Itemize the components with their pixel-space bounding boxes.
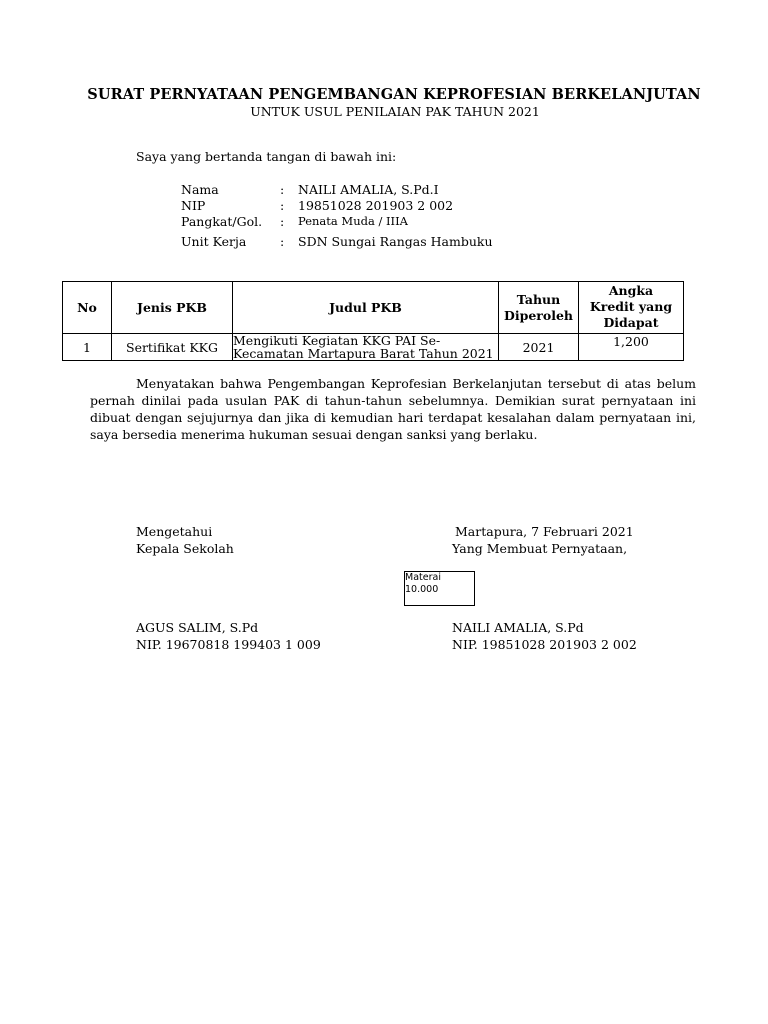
header-tahun-line2: Diperoleh: [504, 307, 573, 323]
right-signer-name: NAILI AMALIA, S.Pd: [452, 620, 584, 635]
pkb-table: [62, 281, 684, 361]
cell-judul-line1: Mengikuti Kegiatan KKG PAI Se-: [233, 333, 441, 348]
cell-angka-kredit: 1,200: [579, 334, 684, 361]
header-no: No: [63, 282, 112, 334]
right-sign-line2: Yang Membuat Pernyataan,: [452, 541, 628, 556]
left-signer-name: AGUS SALIM, S.Pd: [136, 620, 259, 635]
cell-no: 1: [63, 334, 112, 361]
document-subtitle: UNTUK USUL PENILAIAN PAK TAHUN 2021: [250, 104, 540, 119]
identity-label-unit-kerja: Unit Kerja: [181, 234, 247, 249]
identity-colon: :: [280, 182, 285, 197]
header-angka-kredit: [579, 282, 684, 334]
identity-value-nip: 19851028 201903 2 002: [298, 198, 454, 213]
identity-colon: :: [280, 214, 285, 229]
identity-value-nama: NAILI AMALIA, S.Pd.I: [298, 182, 439, 197]
right-signer-nip: NIP. 19851028 201903 2 002: [452, 637, 637, 652]
materai-label: Materai: [405, 572, 441, 583]
left-sign-line2: Kepala Sekolah: [136, 541, 234, 556]
statement-paragraph: [90, 375, 696, 443]
header-jenis-pkb: Jenis PKB: [112, 282, 233, 334]
materai-value: 10.000: [405, 584, 439, 595]
header-tahun-diperoleh: [499, 282, 579, 334]
document-title: SURAT PERNYATAAN PENGEMBANGAN KEPROFESIAN BERKELANJUTAN: [87, 86, 701, 103]
header-kredit-line1: Angka: [608, 283, 654, 298]
identity-label-pangkat: Pangkat/Gol.: [181, 214, 263, 229]
header-judul-pkb: Judul PKB: [233, 282, 499, 334]
left-signer-nip: NIP. 19670818 199403 1 009: [136, 637, 321, 652]
right-sign-place-date: Martapura, 7 Februari 2021: [455, 524, 634, 539]
materai-stamp-box: [404, 571, 475, 606]
header-tahun-line1: Tahun: [516, 291, 561, 307]
identity-colon: :: [280, 198, 285, 213]
header-kredit-line3: Didapat: [603, 315, 659, 330]
table-header-row: [63, 282, 684, 334]
statement-text: Menyatakan bahwa Pengembangan Keprofesian Berkelanjutan tersebut di atas belum pernah dinilai pada usulan PAK di tahun-tahun sebelumnya. Demikian surat pernyataan ini dibuat dengan sejujurnya dan jika di kemudian hari terdapat kesalahan dalam pernyataan ini, saya bersedia menerima hukuman sesuai dengan sanksi yang berlaku.: [90, 376, 696, 442]
identity-value-unit-kerja: SDN Sungai Rangas Hambuku: [298, 234, 493, 249]
left-sign-line1: Mengetahui: [136, 524, 213, 539]
identity-colon: :: [280, 234, 285, 249]
intro-text: Saya yang bertanda tangan di bawah ini:: [136, 149, 397, 164]
header-kredit-line2: Kredit yang: [589, 299, 673, 314]
table-row: [63, 334, 684, 361]
identity-label-nama: Nama: [181, 182, 219, 197]
identity-value-pangkat: Penata Muda / IIIA: [298, 214, 408, 228]
cell-judul-pkb: [233, 334, 499, 361]
cell-jenis-pkb: Sertifikat KKG: [112, 334, 233, 361]
identity-label-nip: NIP: [181, 198, 206, 213]
cell-judul-line2: Kecamatan Martapura Barat Tahun 2021: [233, 346, 494, 361]
cell-tahun: 2021: [499, 334, 579, 361]
